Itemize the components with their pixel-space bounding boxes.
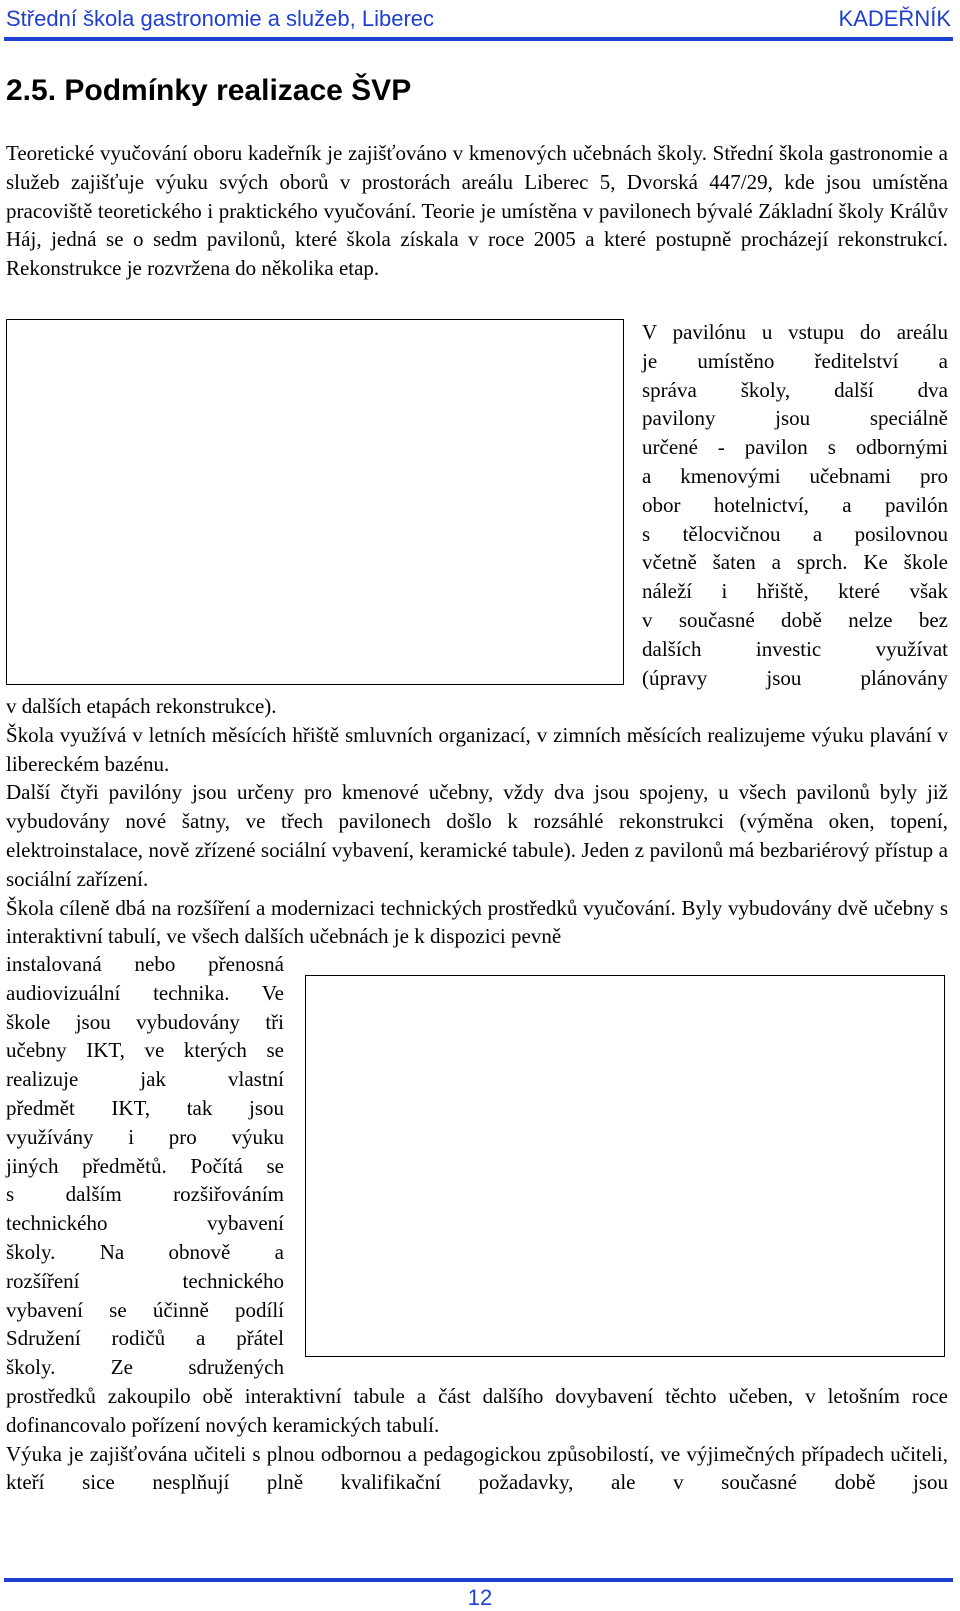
- text-line: školy. Ze sdružených: [6, 1355, 284, 1380]
- paragraph-campus-tail: v dalších etapách rekonstrukce).: [6, 694, 277, 718]
- text-line: dalších investic využívat: [642, 636, 948, 661]
- paragraph-pavilions: Další čtyři pavilóny jsou určeny pro kmenové učebny, vždy dva jsou spojeny, u všech pavilonů byly již vybudovány nové šatny, ve třech pavilonech došlo k rozsáhlé rekonstrukci (výměna oken, topení, elektroinstalace, nově zřízené sociální vybavení, keramické tabule). Jeden z pavilonů má bezbariérový přístup a sociální zařízení.: [6, 780, 948, 891]
- text-line: realizuje jak vlastní: [6, 1067, 284, 1092]
- header-program-name: KADEŘNÍK: [838, 6, 951, 31]
- text-line: učebny IKT, ve kterých se: [6, 1038, 284, 1063]
- text-line: náleží i hřiště, které však: [642, 579, 948, 604]
- text-line: správa školy, další dva: [642, 377, 948, 402]
- paragraph-teachers: Výuka je zajišťována učiteli s plnou odbornou a pedagogickou způsobilostí, ve výjimečných případech učiteli, kteří sice nesplňují plně kvalifikační požadavky, ale v současné době jsou: [6, 1441, 948, 1495]
- text-line: instalovaná nebo přenosná: [6, 952, 284, 976]
- text-line: je umístěno ředitelství a: [642, 348, 948, 373]
- text-line: škole jsou vybudovány tři: [6, 1009, 284, 1034]
- text-line: a kmenovými učebnami pro: [642, 463, 948, 488]
- text-line: rozšíření technického: [6, 1268, 284, 1293]
- page-number: 12: [467, 1585, 493, 1610]
- wrapped-text-technology: [6, 950, 284, 1382]
- footer-rule: [4, 1578, 953, 1582]
- paragraph-technology-tail: prostředků zakoupilo obě interaktivní tabule a část dalšího dovybavení těchto učeben, v letošním roce dofinancovalo pořízení nových keramických tabulí.: [6, 1384, 948, 1437]
- text-line: (úpravy jsou plánovány: [642, 665, 948, 690]
- text-line: vybavení se účinně podílí: [6, 1297, 284, 1322]
- text-line: určené - pavilon s odbornými: [642, 435, 948, 460]
- text-line: školy. Na obnově a: [6, 1239, 284, 1264]
- image-placeholder-campus: [6, 319, 624, 685]
- paragraph-pool: Škola využívá v letních měsících hřiště smluvních organizací, v zimních měsících realizujeme výuku plavání v libereckém bazénu.: [6, 722, 948, 776]
- text-line: v současné době nelze bez: [642, 607, 948, 632]
- body-block-bottom: [6, 1382, 948, 1497]
- paragraph-technology: Škola cíleně dbá na rozšíření a modernizaci technických prostředků vyučování. Byly vybudovány dvě učebny s interaktivní tabulí, ve všech dalších učebnách je k dispozici pevně: [6, 895, 948, 949]
- body-block-middle: [6, 692, 948, 951]
- text-line: jiných předmětů. Počítá se: [6, 1153, 284, 1178]
- paragraph-intro: Teoretické vyučování oboru kadeřník je zajišťováno v kmenových učebnách školy. Střední škola gastronomie a služeb zajišťuje výuku svých oborů v prostorách areálu Liberec 5, Dvorská 447/29, kde jsou umístěna pracoviště teoretického i praktického vyučování. Teorie je umístěna v pavilonech bývalé Základní školy Králův Háj, jedná se o sedm pavilonů, které škola získala v roce 2005 a které postupně procházejí rekonstrukcí. Rekonstrukce je rozvržena do několika etap.: [6, 141, 948, 281]
- text-line: technického vybavení: [6, 1211, 284, 1236]
- header-rule: [4, 37, 953, 41]
- text-line: předmět IKT, tak jsou: [6, 1095, 284, 1120]
- text-line: Sdružení rodičů a přátel: [6, 1326, 284, 1351]
- section-title: 2.5. Podmínky realizace ŠVP: [6, 74, 412, 107]
- text-line: audiovizuální technika. Ve: [6, 980, 284, 1005]
- text-line: včetně šaten a sprch. Ke škole: [642, 550, 948, 575]
- text-line: obor hotelnictví, a pavilón: [642, 492, 948, 517]
- text-line: využívány i pro výuku: [6, 1124, 284, 1149]
- text-line: s tělocvičnou a posilovnou: [642, 521, 948, 546]
- image-placeholder-classroom: [305, 975, 945, 1357]
- text-line: V pavilónu u vstupu do areálu: [642, 320, 948, 344]
- header-school-name: Střední škola gastronomie a služeb, Liberec: [6, 6, 435, 31]
- text-line: s dalším rozšiřováním: [6, 1182, 284, 1207]
- text-line: pavilony jsou speciálně: [642, 406, 948, 431]
- wrapped-text-campus: [642, 318, 948, 692]
